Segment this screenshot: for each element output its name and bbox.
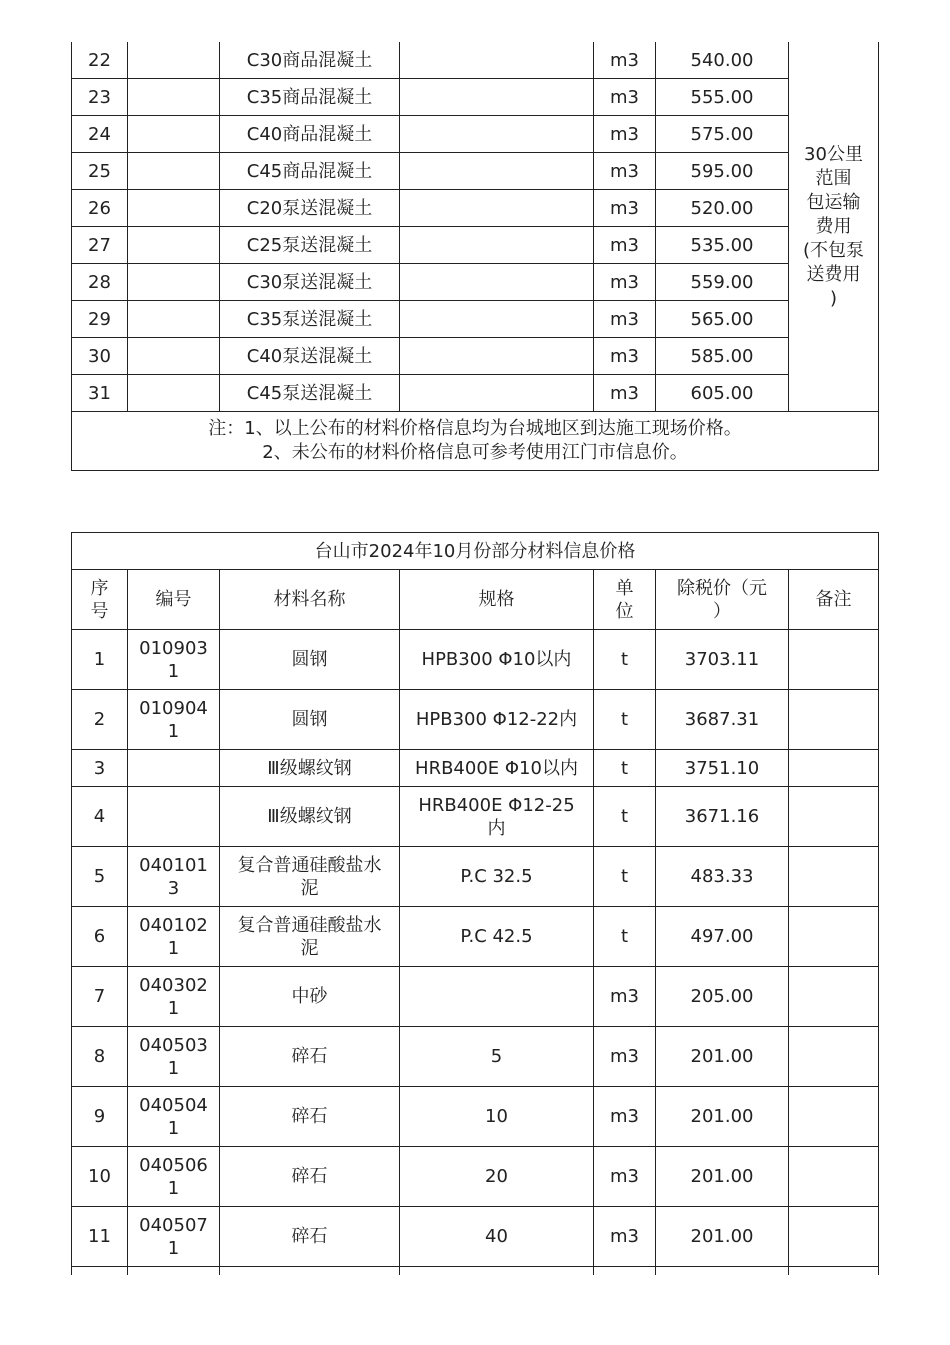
cell-spec xyxy=(400,79,594,116)
cell-remark xyxy=(789,750,879,787)
table-row xyxy=(72,227,879,264)
cell-spec xyxy=(400,690,594,750)
cell-unit: m3 xyxy=(594,153,656,190)
cell-spec-line: 内 xyxy=(487,817,506,839)
cell-name xyxy=(220,1207,400,1267)
cell-name: C20泵送混凝土 xyxy=(220,190,400,227)
cell-spec xyxy=(400,190,594,227)
cell-code-line: 040506 xyxy=(139,1154,208,1176)
continued-row xyxy=(72,1267,879,1276)
cell-name xyxy=(220,630,400,690)
cell-code-line: 040101 xyxy=(139,854,208,876)
cell-price: 595.00 xyxy=(656,153,789,190)
cell-name xyxy=(220,1147,400,1207)
table-row xyxy=(72,79,879,116)
concrete-price-table-body xyxy=(72,42,879,471)
header-spec: 规格 xyxy=(400,570,594,630)
table-row xyxy=(72,338,879,375)
cell-no: 5 xyxy=(72,847,128,907)
remark-cell-line: 范围 xyxy=(815,167,852,189)
cell-no: 28 xyxy=(72,264,128,301)
header-code: 编号 xyxy=(128,570,220,630)
cell-remark xyxy=(789,1147,879,1207)
cell-remark xyxy=(789,690,879,750)
cell-remark xyxy=(789,1027,879,1087)
cell-code xyxy=(128,116,220,153)
cell-no: 1 xyxy=(72,630,128,690)
cell-spec xyxy=(400,42,594,79)
continued-cell xyxy=(789,1267,879,1276)
cell-no: 27 xyxy=(72,227,128,264)
cell-spec-line: 10 xyxy=(485,1106,508,1127)
material-price-table-body xyxy=(72,533,879,1276)
cell-spec-line: HRB400E Φ10以内 xyxy=(415,757,578,779)
cell-code xyxy=(128,1207,220,1267)
cell-code-line: 1 xyxy=(167,660,180,682)
cell-remark xyxy=(789,630,879,690)
table-title: 台山市2024年10月份部分材料信息价格 xyxy=(72,533,879,570)
cell-unit: m3 xyxy=(594,338,656,375)
cell-code-line: 010903 xyxy=(139,637,208,659)
continued-cell xyxy=(220,1267,400,1276)
cell-unit: t xyxy=(594,630,656,690)
cell-price: 535.00 xyxy=(656,227,789,264)
cell-spec xyxy=(400,153,594,190)
note-line: 注：1、以上公布的材料价格信息均为台城地区到达施工现场价格。 xyxy=(208,418,742,439)
cell-code xyxy=(128,1087,220,1147)
cell-unit: m3 xyxy=(594,301,656,338)
remark-cell-line: 包运输 xyxy=(806,191,861,213)
cell-unit: m3 xyxy=(594,190,656,227)
note-line: 2、未公布的材料价格信息可参考使用江门市信息价。 xyxy=(262,442,688,463)
cell-name-line: 碎石 xyxy=(291,1226,328,1247)
remark-cell-line: 30公里 xyxy=(804,143,863,165)
cell-name-line: 碎石 xyxy=(291,1046,328,1067)
table-row xyxy=(72,42,879,79)
cell-spec xyxy=(400,116,594,153)
cell-code-line: 010904 xyxy=(139,697,208,719)
cell-code-line: 1 xyxy=(167,1237,180,1259)
cell-price: 565.00 xyxy=(656,301,789,338)
cell-no: 10 xyxy=(72,1147,128,1207)
cell-price: 605.00 xyxy=(656,375,789,412)
cell-code xyxy=(128,787,220,847)
cell-code-line: 1 xyxy=(167,1177,180,1199)
cell-name xyxy=(220,787,400,847)
cell-unit: t xyxy=(594,907,656,967)
cell-no: 29 xyxy=(72,301,128,338)
cell-unit: m3 xyxy=(594,264,656,301)
cell-unit: t xyxy=(594,787,656,847)
cell-name-line: Ⅲ级螺纹钢 xyxy=(267,757,352,779)
table-row xyxy=(72,907,879,967)
cell-name xyxy=(220,1027,400,1087)
cell-name xyxy=(220,847,400,907)
header-unit: 单 位 xyxy=(594,570,656,630)
header-row xyxy=(72,570,879,630)
cell-unit: t xyxy=(594,750,656,787)
cell-price: 540.00 xyxy=(656,42,789,79)
continued-cell xyxy=(400,1267,594,1276)
cell-unit: t xyxy=(594,847,656,907)
cell-name-line: 复合普通硅酸盐水 xyxy=(237,914,382,936)
cell-unit: m3 xyxy=(594,1147,656,1207)
cell-code xyxy=(128,79,220,116)
note-row xyxy=(72,412,879,471)
cell-price: 559.00 xyxy=(656,264,789,301)
cell-name-line: 中砂 xyxy=(291,986,328,1007)
material-price-table xyxy=(71,532,879,1275)
cell-no: 23 xyxy=(72,79,128,116)
cell-code xyxy=(128,227,220,264)
cell-no: 4 xyxy=(72,787,128,847)
cell-remark xyxy=(789,787,879,847)
cell-price: 520.00 xyxy=(656,190,789,227)
cell-code-line: 040503 xyxy=(139,1034,208,1056)
cell-code-line: 040102 xyxy=(139,914,208,936)
cell-unit: m3 xyxy=(594,227,656,264)
cell-code xyxy=(128,338,220,375)
cell-unit: m3 xyxy=(594,79,656,116)
cell-price: 201.00 xyxy=(656,1207,789,1267)
cell-price: 575.00 xyxy=(656,116,789,153)
cell-price: 3671.16 xyxy=(656,787,789,847)
cell-name-line: 圆钢 xyxy=(291,709,328,730)
cell-remark xyxy=(789,907,879,967)
cell-name: C40商品混凝土 xyxy=(220,116,400,153)
cell-price: 3687.31 xyxy=(656,690,789,750)
cell-code xyxy=(128,847,220,907)
cell-name-line: 碎石 xyxy=(291,1166,328,1187)
cell-no: 7 xyxy=(72,967,128,1027)
cell-spec xyxy=(400,1147,594,1207)
cell-name-line: 泥 xyxy=(300,937,319,959)
cell-code xyxy=(128,630,220,690)
cell-unit: m3 xyxy=(594,1207,656,1267)
table-row xyxy=(72,264,879,301)
cell-spec-line: 40 xyxy=(485,1226,508,1247)
cell-code xyxy=(128,690,220,750)
cell-spec-line: P.C 42.5 xyxy=(460,926,533,947)
cell-code xyxy=(128,153,220,190)
cell-unit: m3 xyxy=(594,1087,656,1147)
cell-name-line: 复合普通硅酸盐水 xyxy=(237,854,382,876)
cell-spec-line: 20 xyxy=(485,1166,508,1187)
cell-unit: m3 xyxy=(594,42,656,79)
cell-spec xyxy=(400,750,594,787)
cell-name: C45商品混凝土 xyxy=(220,153,400,190)
cell-code-line: 1 xyxy=(167,937,180,959)
cell-spec xyxy=(400,301,594,338)
continued-cell xyxy=(128,1267,220,1276)
cell-name xyxy=(220,1087,400,1147)
cell-unit: m3 xyxy=(594,967,656,1027)
cell-spec-line: HPB300 Φ12-22内 xyxy=(415,709,578,730)
cell-no: 2 xyxy=(72,690,128,750)
cell-remark xyxy=(789,847,879,907)
cell-name: C35商品混凝土 xyxy=(220,79,400,116)
table-row xyxy=(72,1147,879,1207)
cell-name-line: 泥 xyxy=(300,877,319,899)
header-name: 材料名称 xyxy=(220,570,400,630)
continued-cell xyxy=(72,1267,128,1276)
remark-cell-line: 送费用 xyxy=(806,263,861,285)
cell-name: C40泵送混凝土 xyxy=(220,338,400,375)
cell-code xyxy=(128,750,220,787)
cell-unit: m3 xyxy=(594,375,656,412)
cell-no: 9 xyxy=(72,1087,128,1147)
cell-name: C30商品混凝土 xyxy=(220,42,400,79)
cell-spec xyxy=(400,630,594,690)
cell-code xyxy=(128,907,220,967)
cell-no: 8 xyxy=(72,1027,128,1087)
cell-code-line: 1 xyxy=(167,720,180,742)
cell-name xyxy=(220,967,400,1027)
cell-name: C30泵送混凝土 xyxy=(220,264,400,301)
cell-code xyxy=(128,264,220,301)
cell-no: 30 xyxy=(72,338,128,375)
table-row xyxy=(72,1027,879,1087)
cell-remark xyxy=(789,1207,879,1267)
cell-unit: m3 xyxy=(594,116,656,153)
cell-name-line: Ⅲ级螺纹钢 xyxy=(267,806,352,827)
cell-code xyxy=(128,42,220,79)
table-row xyxy=(72,967,879,1027)
cell-code-line: 1 xyxy=(167,997,180,1019)
continued-cell xyxy=(656,1267,789,1276)
cell-name: C45泵送混凝土 xyxy=(220,375,400,412)
cell-code xyxy=(128,967,220,1027)
cell-code xyxy=(128,375,220,412)
cell-spec xyxy=(400,967,594,1027)
cell-price: 555.00 xyxy=(656,79,789,116)
cell-code xyxy=(128,190,220,227)
cell-unit: m3 xyxy=(594,1027,656,1087)
note-cell xyxy=(72,412,879,471)
cell-no: 22 xyxy=(72,42,128,79)
header-no: 序 号 xyxy=(72,570,128,630)
remark-cell-line: ) xyxy=(829,287,838,309)
cell-no: 3 xyxy=(72,750,128,787)
cell-price: 205.00 xyxy=(656,967,789,1027)
cell-code-line: 1 xyxy=(167,1117,180,1139)
cell-spec-line: HPB300 Φ10以内 xyxy=(421,649,572,670)
table-row xyxy=(72,153,879,190)
cell-spec xyxy=(400,375,594,412)
continued-cell xyxy=(594,1267,656,1276)
cell-code xyxy=(128,301,220,338)
cell-price: 201.00 xyxy=(656,1087,789,1147)
table-row xyxy=(72,750,879,787)
cell-spec-line: P.C 32.5 xyxy=(460,866,533,887)
cell-name: C35泵送混凝土 xyxy=(220,301,400,338)
cell-code xyxy=(128,1147,220,1207)
cell-no: 6 xyxy=(72,907,128,967)
cell-name xyxy=(220,690,400,750)
table-row xyxy=(72,690,879,750)
cell-code xyxy=(128,1027,220,1087)
table-row xyxy=(72,1087,879,1147)
cell-name-line: 圆钢 xyxy=(291,649,328,670)
cell-no: 25 xyxy=(72,153,128,190)
cell-price: 3751.10 xyxy=(656,750,789,787)
cell-no: 11 xyxy=(72,1207,128,1267)
cell-spec xyxy=(400,1027,594,1087)
remark-cell xyxy=(789,42,879,412)
cell-spec xyxy=(400,227,594,264)
header-price: 除税价（元 ） xyxy=(656,570,789,630)
cell-spec xyxy=(400,907,594,967)
table-row xyxy=(72,116,879,153)
cell-remark xyxy=(789,1087,879,1147)
cell-unit: t xyxy=(594,690,656,750)
cell-no: 26 xyxy=(72,190,128,227)
cell-price: 483.33 xyxy=(656,847,789,907)
table-row xyxy=(72,190,879,227)
cell-spec xyxy=(400,847,594,907)
cell-name xyxy=(220,750,400,787)
table-row xyxy=(72,301,879,338)
header-remark: 备注 xyxy=(789,570,879,630)
cell-no: 24 xyxy=(72,116,128,153)
cell-remark xyxy=(789,967,879,1027)
cell-spec xyxy=(400,338,594,375)
cell-spec-line: HRB400E Φ12-25 xyxy=(418,794,575,816)
cell-price: 201.00 xyxy=(656,1147,789,1207)
table-row xyxy=(72,1207,879,1267)
remark-cell-line: 费用 xyxy=(815,215,852,237)
cell-spec xyxy=(400,787,594,847)
table-row xyxy=(72,630,879,690)
cell-code-line: 3 xyxy=(167,877,180,899)
cell-name xyxy=(220,907,400,967)
cell-code-line: 040504 xyxy=(139,1094,208,1116)
cell-name: C25泵送混凝土 xyxy=(220,227,400,264)
cell-name-line: 碎石 xyxy=(291,1106,328,1127)
table-row xyxy=(72,375,879,412)
cell-code-line: 040302 xyxy=(139,974,208,996)
cell-spec-line: 5 xyxy=(490,1046,503,1067)
cell-spec xyxy=(400,264,594,301)
cell-price: 497.00 xyxy=(656,907,789,967)
concrete-price-table xyxy=(71,42,879,471)
table-row xyxy=(72,787,879,847)
remark-cell-line: (不包泵 xyxy=(802,239,865,261)
table-row xyxy=(72,847,879,907)
cell-no: 31 xyxy=(72,375,128,412)
cell-spec xyxy=(400,1087,594,1147)
cell-spec xyxy=(400,1207,594,1267)
cell-price: 3703.11 xyxy=(656,630,789,690)
cell-code-line: 040507 xyxy=(139,1214,208,1236)
cell-code-line: 1 xyxy=(167,1057,180,1079)
cell-price: 585.00 xyxy=(656,338,789,375)
cell-price: 201.00 xyxy=(656,1027,789,1087)
